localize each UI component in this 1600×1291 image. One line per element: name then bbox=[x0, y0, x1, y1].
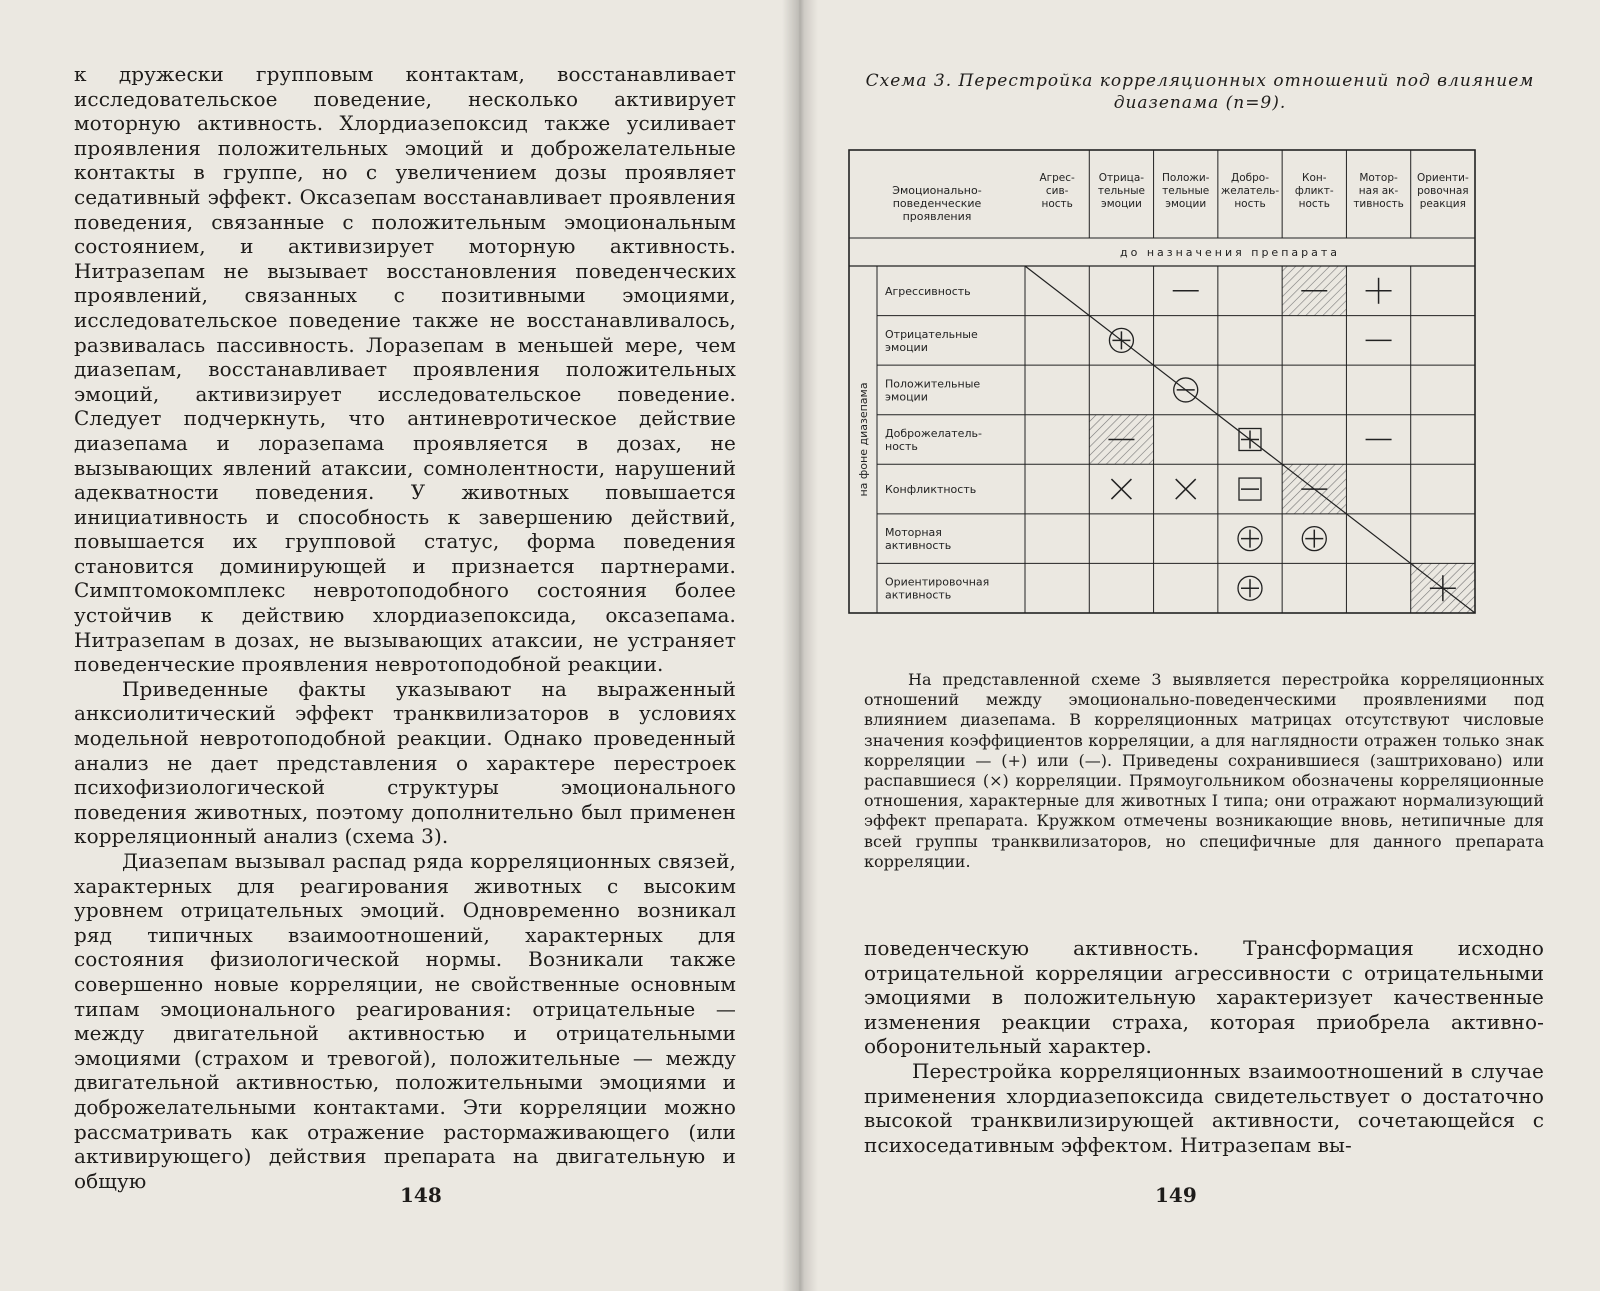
corner-label: поведенческие bbox=[892, 197, 982, 210]
correlation-scheme bbox=[845, 148, 1485, 620]
left-page-text bbox=[74, 62, 736, 1193]
row-header: Ориентировочная bbox=[885, 575, 990, 589]
band-label: до назначения препарата bbox=[1119, 246, 1341, 259]
page-number: 149 bbox=[1155, 1183, 1197, 1207]
book-gutter bbox=[782, 0, 818, 1291]
row-header: Положительные bbox=[885, 377, 981, 391]
corner-label: Эмоционально- bbox=[892, 184, 982, 197]
row-header: Агрессивность bbox=[885, 284, 971, 298]
right-page bbox=[800, 0, 1600, 1291]
column-header: тельные bbox=[1097, 185, 1145, 197]
column-header: ность bbox=[1234, 198, 1266, 210]
row-header: эмоции bbox=[885, 340, 928, 354]
column-header: ровочная bbox=[1417, 185, 1469, 197]
row-header: ность bbox=[885, 440, 918, 453]
paragraph: к дружески групповым контактам, восстанавливает исследовательское поведение, несколько активирует моторную активность. Хлордиазепоксид также усиливает проявления положительных эмоций и доброжелательные контакты в группе, но с увеличением дозы проявляет седативный эффект. Оксазепам восстанавливает проявления поведения, связанные с положительным эмоциональным состоянием, и активизирует моторную активность. Нитразепам не вызывает восстановления поведенческих проявлений, связанных с позитивными эмоциями, исследовательское поведение также не восстанавливалось, развивалась пассивность. Лоразепам в меньшей мере, чем диазепам, восстанавливает проявления положительных эмоций, активизирует исследовательское поведение. Следует подчеркнуть, что антиневротическое действие диазепама и лоразепама проявляется в дозах, не вызывающих явлений атаксии, сомнолентности, нарушений адекватности поведения. У животных повышается инициативность и способность к завершению действий, повышается их групповой статус, форма поведения становится доминирующей и признается партнерами. Симптомокомплекс невротоподобного состояния более устойчив к действию хлордиазепоксида, оксазепама. Нитразепам в дозах, не вызывающих атаксии, не устраняет поведенческие проявления невротоподобной реакции. bbox=[74, 62, 736, 677]
row-header: Конфликтность bbox=[885, 483, 977, 497]
scheme-svg bbox=[845, 148, 1485, 616]
paragraph: поведенческую активность. Трансформация исходно отрицательной корреляции агрессивности с отрицательными эмоциями в положительную характеризует качественные изменения реакции страха, которая приобрела активно-оборонительный характер. bbox=[864, 936, 1544, 1059]
column-header: ность bbox=[1041, 198, 1073, 210]
column-header: Отрица- bbox=[1098, 172, 1145, 184]
column-header: тельные bbox=[1162, 185, 1210, 197]
scheme-description: На представленной схеме 3 выявляется перестройка корреляционных отношений между эмоционально-поведенческими проявлениями под влиянием диазепама. В корреляционных матрицах отсутствуют числовые значения коэффициентов корреляции, а для наглядности отражен только знак корреляции — (+) или (—). Приведены сохранившиеся (заштриховано) или распавшиеся (×) корреляции. Прямоугольником обозначены корреляционные отношения, характерные для животных I типа; они отражают нормализующий эффект препарата. Кружком отмечены возникающие вновь, нетипичные для всей группы транквилизаторов, но специфичные для данного препарата корреляции. bbox=[864, 670, 1544, 871]
column-header: Кон- bbox=[1302, 172, 1327, 184]
column-header: Положи- bbox=[1161, 172, 1210, 184]
column-header: желатель- bbox=[1220, 185, 1280, 197]
row-header: эмоции bbox=[885, 390, 928, 404]
column-header: реакция bbox=[1419, 198, 1466, 210]
column-header: Мотор- bbox=[1359, 172, 1398, 184]
side-label: на фоне диазепама bbox=[857, 382, 870, 497]
row-header: Доброжелатель- bbox=[885, 427, 982, 440]
column-header: фликт- bbox=[1294, 185, 1334, 197]
column-header: Добро- bbox=[1231, 172, 1269, 184]
column-header: эмоции bbox=[1100, 198, 1142, 210]
column-header: ная ак- bbox=[1358, 185, 1399, 197]
paragraph: Приведенные факты указывают на выраженный анксиолитический эффект транквилизаторов в условиях модельной невротоподобной реакции. Однако проведенный анализ не дает представления о характере перестроек психофизиологической структуры эмоционального поведения животных, поэтому дополнительно был применен корреляционный анализ (схема 3). bbox=[74, 676, 736, 849]
page-number: 148 bbox=[400, 1183, 442, 1207]
row-header: Моторная bbox=[885, 526, 942, 540]
column-header: тивность bbox=[1353, 198, 1404, 210]
row-header: активность bbox=[885, 539, 952, 553]
column-header: эмоции bbox=[1165, 198, 1207, 210]
scheme-caption: Схема 3. Перестройка корреляционных отношений под влиянием диазепама (n=9). bbox=[865, 71, 1535, 113]
column-header: Ориенти- bbox=[1416, 172, 1469, 184]
scheme-description-block bbox=[864, 670, 1544, 872]
paragraph: Диазепам вызывал распад ряда корреляционных связей, характерных для реагирования животных с высоким уровнем отрицательных эмоций. Одновременно возникал ряд типичных взаимоотношений, характерных для состояния физиологической нормы. Возникали также совершенно новые корреляции, не свойственные основным типам эмоционального реагирования: отрицательные — между двигательной активностью и отрицательными эмоциями (страхом и тревогой), положительные — между двигательной активностью, положительными эмоциями и доброжелательными контактами. Эти корреляции можно рассматривать как отражение растормаживающего (или активирующего) действия препарата на двигательную и общую bbox=[74, 849, 736, 1193]
corner-label: проявления bbox=[902, 210, 972, 223]
row-header: Отрицательные bbox=[885, 327, 978, 341]
right-page-text bbox=[864, 936, 1544, 1157]
column-header: сив- bbox=[1045, 185, 1069, 197]
column-header: Агрес- bbox=[1039, 172, 1075, 184]
column-header: ность bbox=[1298, 198, 1330, 210]
paragraph: Перестройка корреляционных взаимоотношений в случае применения хлордиазепоксида свидетельствует о достаточно высокой транквилизирующей активности, сочетающейся с психоседативным эффектом. Нитразепам вы- bbox=[864, 1058, 1544, 1157]
row-header: активность bbox=[885, 588, 952, 602]
